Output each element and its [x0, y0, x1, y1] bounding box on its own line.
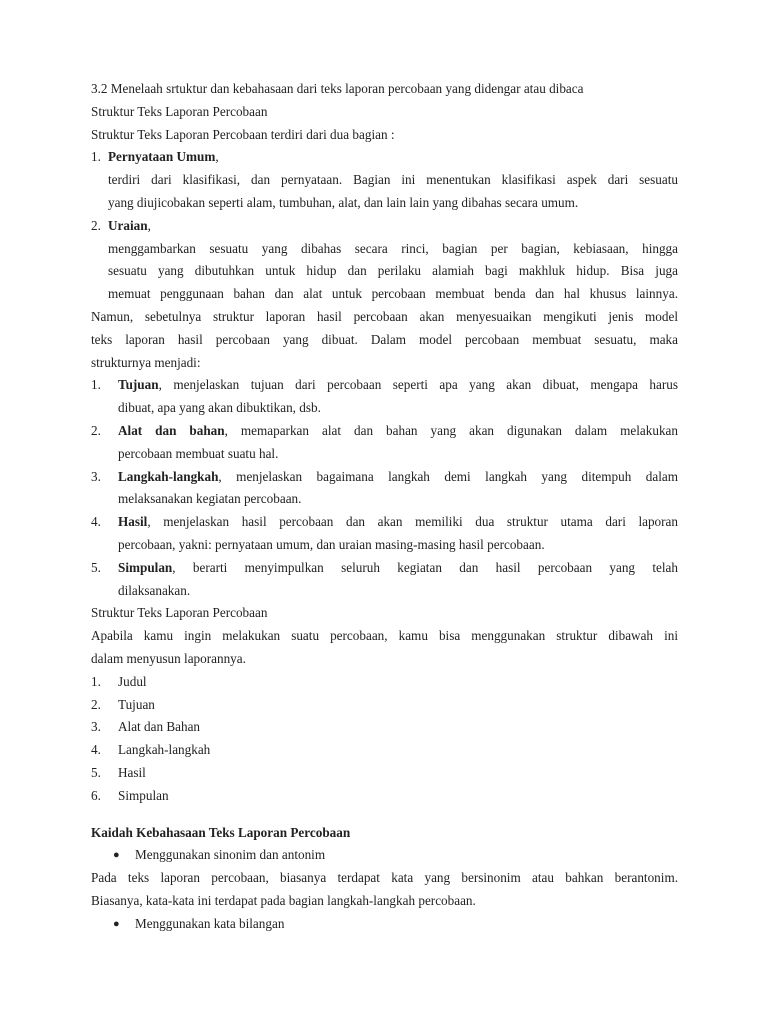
- list-detail-line: dibuat, apa yang akan dibuktikan, dsb.: [118, 400, 321, 416]
- section-title: Struktur Teks Laporan Percobaan: [91, 103, 268, 119]
- list-text: Alat dan Bahan: [118, 719, 201, 735]
- list-number: 2.: [91, 422, 101, 438]
- paragraph-line: Apabila kamu ingin melakukan suatu percobaan, kamu bisa menggunakan struktur dibawah ini: [91, 628, 678, 644]
- list-item: 1. Tujuan, menjelaskan tujuan dari percobaan seperti apa yang akan dibuat, mengapa harus: [91, 374, 678, 397]
- intro-paragraph: Struktur Teks Laporan Percobaan terdiri dari dua bagian :: [91, 126, 395, 142]
- list-item: [91, 762, 678, 785]
- bullet-text: Menggunakan kata bilangan: [135, 915, 285, 931]
- document-page: [91, 78, 678, 935]
- list-detail-line: menggambarkan sesuatu yang dibahas secara rinci, bagian per bagian, kebiasaan, hingga: [108, 240, 678, 256]
- list-number: 3.: [91, 468, 101, 484]
- list-detail-line: memuat penggunaan bahan dan alat untuk percobaan membuat benda dan hal khusus lainnya.: [108, 286, 678, 302]
- heading-line: 3.2 Menelaah srtuktur dan kebahasaan dari teks laporan percobaan yang didengar atau dibaca: [91, 81, 584, 96]
- bullet-icon: ●: [113, 849, 120, 862]
- list-term: Alat dan bahan: [118, 422, 225, 438]
- list-item: 2. Alat dan bahan, memaparkan alat dan bahan yang akan digunakan dalam melakukan: [91, 420, 678, 443]
- list-text: Judul: [118, 673, 147, 689]
- list-item: 3. Langkah-langkah, menjelaskan bagaimana langkah demi langkah yang ditempuh dalam: [91, 466, 678, 489]
- list-item: [91, 785, 678, 808]
- list-detail-line: terdiri dari klasifikasi, dan pernyataan. Bagian ini menentukan klasifikasi aspek dari sesuatu: [108, 172, 678, 188]
- list-number: 3.: [91, 719, 101, 735]
- list-term: Langkah-langkah: [118, 468, 219, 484]
- list-number: 1.: [91, 149, 101, 165]
- list-detail-line: percobaan, yakni: pernyataan umum, dan uraian masing-masing hasil percobaan.: [118, 536, 545, 552]
- list-text: Hasil: [118, 764, 146, 780]
- paragraph-line: teks laporan hasil percobaan yang dibuat. Dalam model percobaan membuat sesuatu, maka: [91, 331, 678, 347]
- list-detail-line: melaksanakan kegiatan percobaan.: [118, 491, 302, 507]
- paragraph-line: dalam menyusun laporannya.: [91, 650, 246, 666]
- bullet-icon: ●: [113, 917, 120, 930]
- list-number: 2.: [91, 217, 101, 233]
- list-text: Simpulan: [118, 787, 169, 803]
- list-detail-line: dilaksanakan.: [118, 582, 191, 598]
- list-item: [91, 694, 678, 717]
- list-term: Simpulan: [118, 559, 173, 575]
- list-detail-line: yang diujicobakan seperti alam, tumbuhan, alat, dan lain lain yang dibahas secara umum.: [108, 194, 579, 210]
- list-item: [91, 671, 678, 694]
- paragraph-line: Biasanya, kata-kata ini terdapat pada bagian langkah-langkah percobaan.: [91, 892, 476, 908]
- list-item: [91, 716, 678, 739]
- list-text: Langkah-langkah: [118, 742, 211, 758]
- list-number: 1.: [91, 377, 101, 393]
- paragraph-line: strukturnya menjadi:: [91, 354, 201, 370]
- paragraph-line: Namun, sebetulnya struktur laporan hasil percobaan akan menyesuaikan mengikuti jenis model: [91, 308, 678, 324]
- list-term: Hasil: [118, 514, 148, 530]
- kaidah-heading: Kaidah Kebahasaan Teks Laporan Percobaan: [91, 824, 351, 840]
- bullet-text: Menggunakan sinonim dan antonim: [135, 847, 326, 863]
- list-number: 2.: [91, 696, 101, 712]
- spacer: [91, 808, 678, 822]
- list-item: 2. Uraian,: [91, 215, 678, 238]
- list-item: 5. Simpulan, berarti menyimpulkan seluruh kegiatan dan hasil percobaan yang telah: [91, 557, 678, 580]
- bullet-item: [91, 844, 678, 867]
- list-item: [91, 739, 678, 762]
- list-number: 4.: [91, 514, 101, 530]
- list-number: 6.: [91, 787, 101, 803]
- list-number: 5.: [91, 559, 101, 575]
- list-detail-line: sesuatu yang dibutuhkan untuk hidup dan perilaku alamiah bagi makhluk hidup. Bisa juga: [108, 263, 678, 279]
- list-text: Tujuan: [118, 696, 155, 712]
- list-term: Pernyataan Umum: [108, 149, 216, 165]
- list-number: 5.: [91, 764, 101, 780]
- list-term: Uraian: [108, 217, 148, 233]
- list-term: Tujuan: [118, 377, 159, 393]
- list-detail-line: percobaan membuat suatu hal.: [118, 445, 279, 461]
- list-number: 1.: [91, 673, 101, 689]
- list-item: 1. Pernyataan Umum,: [91, 146, 678, 169]
- bullet-item: [91, 913, 678, 936]
- list-number: 4.: [91, 742, 101, 758]
- section-title: Struktur Teks Laporan Percobaan: [91, 605, 268, 621]
- paragraph-line: Pada teks laporan percobaan, biasanya terdapat kata yang bersinonim atau bahkan berantonim.: [91, 870, 678, 886]
- list-item: 4. Hasil, menjelaskan hasil percobaan dan akan memiliki dua struktur utama dari laporan: [91, 511, 678, 534]
